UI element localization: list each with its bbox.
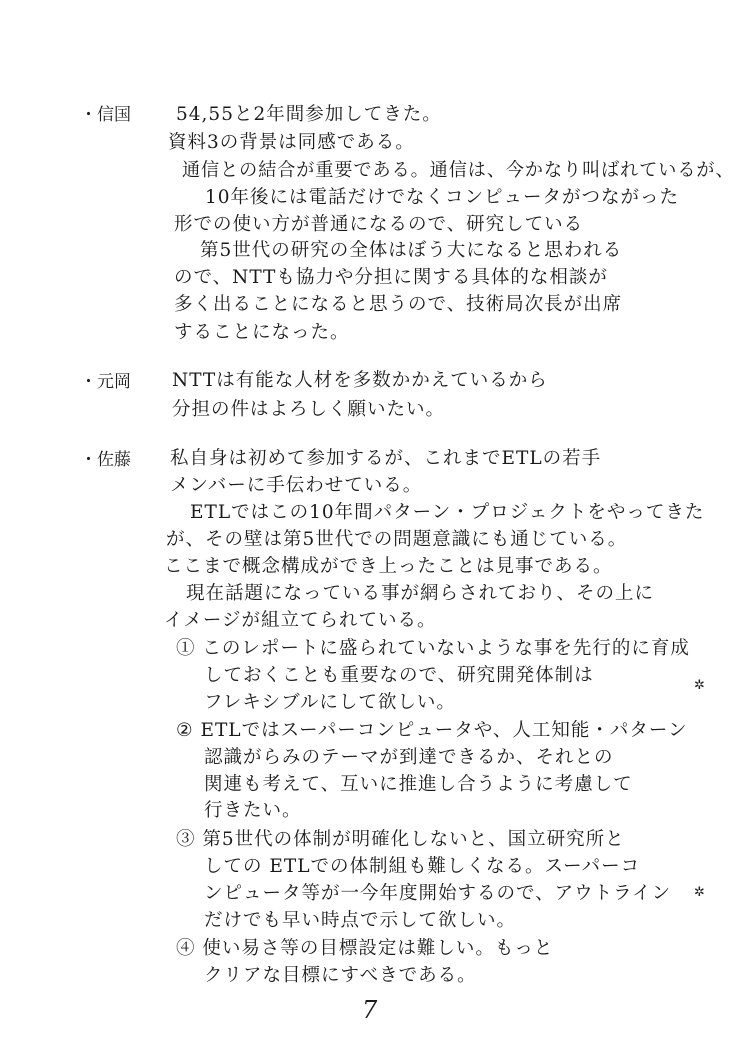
speaker-nobukuni: ・信国 [80, 105, 131, 125]
minutes-line: 54,55と2年間参加してきた。 [176, 104, 442, 125]
minutes-line: が、その壁は第5世代での問題意識にも通じている。 [166, 529, 628, 550]
minutes-line: 多く出ることになると思うので、技術局次長が出席 [174, 294, 623, 315]
minutes-line: ③ 第5世代の体制が明確化しないと、国立研究所と [176, 829, 625, 850]
minutes-line: ンピュータ等が一今年度開始するので、アウトライン [204, 883, 672, 904]
asterisk-margin-mark: ✲ [694, 885, 705, 900]
speaker-sato: ・佐藤 [80, 450, 131, 470]
minutes-line: メンバーに手伝わせている。 [170, 475, 423, 496]
minutes-line: 認識がらみのテーマが到達できるか、それとの [204, 747, 614, 768]
speaker-motooka: ・元岡 [80, 372, 131, 392]
minutes-line: 形での使い方が普通になるので、研究している [174, 214, 584, 235]
asterisk-margin-mark: ✲ [694, 678, 705, 693]
minutes-line: クリアな目標にすべきである。 [204, 965, 477, 986]
minutes-line: 通信との結合が重要である。通信は、今かなり叫ばれているが、 [182, 160, 735, 181]
minutes-line: NTTは有能な人材を多数かかえているから [172, 370, 548, 391]
minutes-line: 第5世代の研究の全体はぼう大になると思われる [200, 240, 623, 261]
page-number: 7 [362, 996, 378, 1024]
minutes-line: イメージが組立てられている。 [164, 610, 437, 631]
minutes-line: ETLではこの10年間パターン・プロジェクトをやってきた [190, 502, 705, 523]
minutes-line: 行きたい。 [204, 800, 302, 821]
minutes-line: ① このレポートに盛られていないような事を先行的に育成 [176, 638, 690, 659]
minutes-line: 資料3の背景は同感である。 [168, 132, 415, 153]
minutes-line: ④ 使い易さ等の目標設定は難しい。もっと [176, 938, 554, 959]
minutes-line: 10年後には電話だけでなくコンピュータがつながった [205, 187, 680, 208]
minutes-line: 現在話題になっている事が網らされており、その上に [186, 583, 655, 604]
minutes-line: フレキシブルにして欲しい。 [204, 692, 456, 713]
minutes-line: ので、NTTも協力や分担に関する具体的な相談が [174, 267, 608, 288]
minutes-line: 私自身は初めて参加するが、これまでETLの若手 [170, 448, 602, 469]
minutes-line: 関連も考えて、互いに推進し合うように考慮して [204, 774, 633, 795]
minutes-line: 分担の件はよろしく願いたい。 [172, 399, 446, 420]
minutes-line: しておくことも重要なので、研究開発体制は [204, 665, 594, 686]
minutes-line: することになった。 [174, 322, 350, 343]
minutes-line: ② ETLではスーパーコンピュータや、人工知能・パターン [176, 720, 688, 741]
minutes-line: しての ETLでの体制組も難しくなる。スーパーコ [204, 856, 641, 877]
minutes-line: だけでも早い時点で示して欲しい。 [204, 910, 517, 931]
minutes-line: ここまで概念構成ができ上ったことは見事である。 [164, 556, 613, 577]
